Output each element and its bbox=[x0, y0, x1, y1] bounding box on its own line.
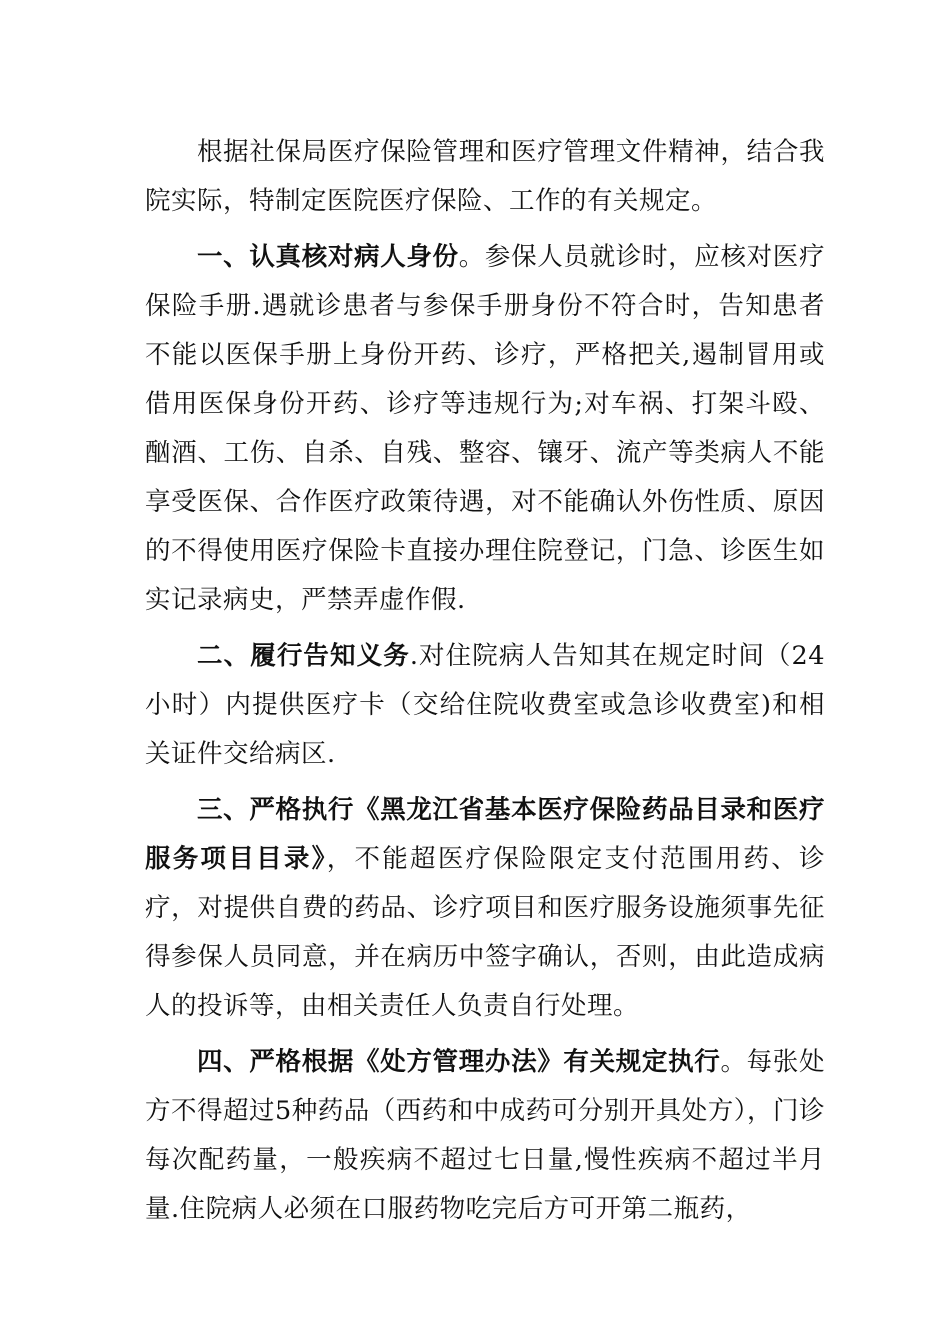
intro-text: 根据社保局医疗保险管理和医疗管理文件精神，结合我院实际，特制定医院医疗保险、工作的有关规定。 bbox=[145, 137, 825, 216]
document-body bbox=[145, 128, 825, 1241]
section-3-heading: 三、严格执行《黑龙江省基本医疗保险药品目录和医疗服务项目目录》 bbox=[145, 795, 825, 874]
section-4-text: 。每张处方不得超过5种药品（西药和中成药可分别开具处方），门诊每次配药量，一般疾病不超过七日量,慢性疾病不超过半月量.住院病人必须在口服药物吃完后方可开第二瓶药， bbox=[145, 1047, 825, 1224]
intro-paragraph bbox=[145, 128, 825, 226]
section-3-text: ，不能超医疗保险限定支付范围用药、诊疗，对提供自费的药品、诊疗项目和医疗服务设施须事先征得参保人员同意，并在病历中签字确认，否则，由此造成病人的投诉等，由相关责任人负责自行处理。 bbox=[145, 844, 825, 1021]
section-1-paragraph bbox=[145, 233, 825, 625]
section-2-text: .对住院病人告知其在规定时间（24小时）内提供医疗卡（交给住院收费室或急诊收费室)和相关证件交给病区. bbox=[145, 641, 825, 769]
section-1-text: 。参保人员就诊时，应核对医疗保险手册.遇就诊患者与参保手册身份不符合时，告知患者不能以医保手册上身份开药、诊疗，严格把关,遏制冒用或借用医保身份开药、诊疗等违规行为;对车祸、打架斗殴、酗酒、工伤、自杀、自残、整容、镶牙、流产等类病人不能享受医保、合作医疗政策待遇，对不能确认外伤性质、原因的不得使用医疗保险卡直接办理住院登记，门急、诊医生如实记录病史，严禁弄虚作假. bbox=[145, 242, 825, 615]
section-2-heading: 二、履行告知义务 bbox=[197, 641, 410, 671]
section-1-heading: 一、认真核对病人身份 bbox=[197, 242, 459, 272]
section-3-paragraph bbox=[145, 786, 825, 1031]
section-4-paragraph bbox=[145, 1038, 825, 1234]
section-4-heading: 四、严格根据《处方管理办法》有关规定执行 bbox=[197, 1047, 721, 1077]
section-2-paragraph bbox=[145, 632, 825, 779]
